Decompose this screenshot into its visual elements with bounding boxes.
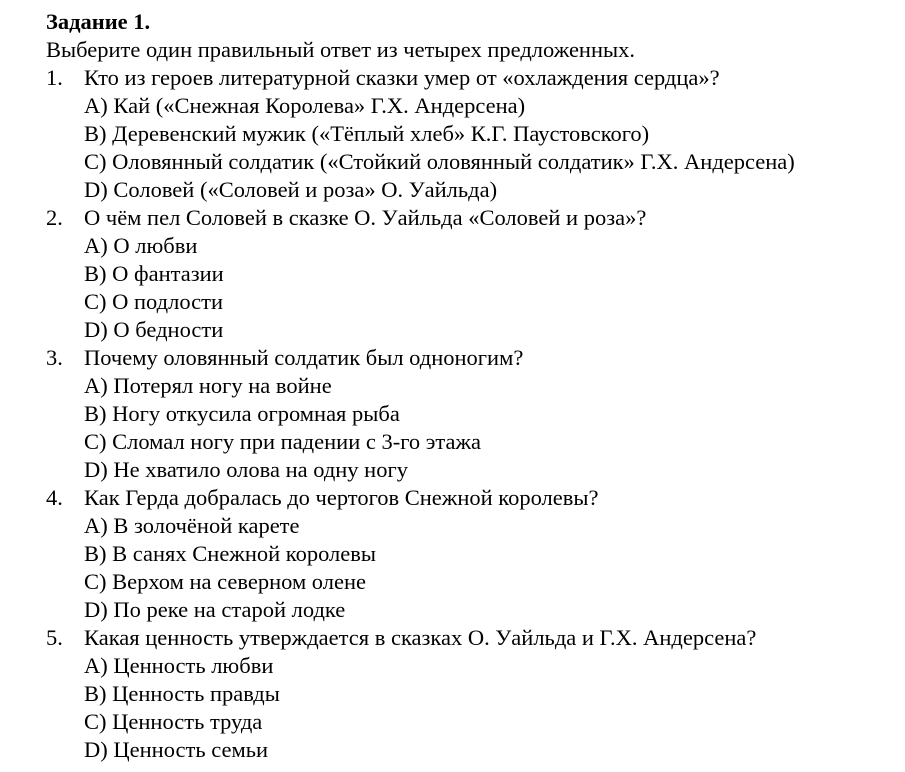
answer-option-d — [46, 596, 898, 624]
answer-option-d — [46, 176, 898, 204]
option-text: По реке на старой лодке — [113, 597, 346, 622]
answer-option-d — [46, 736, 898, 764]
option-letter: A) — [84, 513, 108, 538]
question-text: О чём пел Соловей в сказке О. Уайльда «Соловей и роза»? — [84, 205, 647, 230]
answer-option-a — [46, 652, 898, 680]
option-letter: D) — [84, 597, 108, 622]
question-number: 5. — [46, 625, 63, 650]
answer-option-a — [46, 372, 898, 400]
answer-option-c — [46, 148, 898, 176]
answer-option-c — [46, 708, 898, 736]
option-text: О любви — [113, 233, 198, 258]
answer-option-d — [46, 316, 898, 344]
question-3 — [46, 344, 898, 484]
option-text: Кай («Снежная Королева» Г.Х. Андерсена) — [113, 93, 526, 118]
option-letter: C) — [84, 289, 107, 314]
answer-option-b — [46, 260, 898, 288]
option-text: Деревенский мужик («Тёплый хлеб» К.Г. Паустовского) — [112, 121, 650, 146]
option-letter: C) — [84, 709, 107, 734]
option-letter: D) — [84, 177, 108, 202]
option-text: Сломал ногу при падении с 3-го этажа — [112, 429, 482, 454]
option-letter: B) — [84, 681, 107, 706]
question-number: 4. — [46, 485, 63, 510]
option-letter: B) — [84, 401, 107, 426]
option-letter: C) — [84, 569, 107, 594]
question-line — [46, 624, 898, 652]
question-line — [46, 484, 898, 512]
answer-option-b — [46, 400, 898, 428]
option-text: Не хватило олова на одну ногу — [113, 457, 408, 482]
question-line — [46, 344, 898, 372]
option-letter: C) — [84, 429, 107, 454]
answer-option-c — [46, 428, 898, 456]
answer-option-b — [46, 120, 898, 148]
option-letter: B) — [84, 541, 107, 566]
task-title: Задание 1. — [46, 9, 151, 34]
question-text: Какая ценность утверждается в сказках О. Уайльда и Г.Х. Андерсена? — [84, 625, 757, 650]
option-text: Ценность семьи — [113, 737, 268, 762]
document-page — [46, 8, 898, 764]
question-text: Как Герда добралась до чертогов Снежной королевы? — [84, 485, 599, 510]
question-text: Кто из героев литературной сказки умер от «охлаждения сердца»? — [84, 65, 720, 90]
question-number: 3. — [46, 345, 63, 370]
question-2 — [46, 204, 898, 344]
answer-option-a — [46, 232, 898, 260]
option-text: Соловей («Соловей и роза» О. Уайльда) — [113, 177, 498, 202]
option-letter: A) — [84, 653, 108, 678]
option-letter: A) — [84, 93, 108, 118]
task-instruction: Выберите один правильный ответ из четырех предложенных. — [46, 37, 636, 62]
question-number: 2. — [46, 205, 63, 230]
answer-option-b — [46, 540, 898, 568]
option-text: О фантазии — [112, 261, 224, 286]
question-4 — [46, 484, 898, 624]
answer-option-b — [46, 680, 898, 708]
option-text: Ценность любви — [113, 653, 274, 678]
question-text: Почему оловянный солдатик был одноногим? — [84, 345, 524, 370]
option-letter: D) — [84, 317, 108, 342]
option-letter: A) — [84, 233, 108, 258]
option-letter: C) — [84, 149, 107, 174]
option-letter: B) — [84, 261, 107, 286]
option-text: Ценность правды — [112, 681, 280, 706]
option-text: Верхом на северном олене — [112, 569, 366, 594]
option-letter: D) — [84, 457, 108, 482]
option-text: В золочёной карете — [113, 513, 300, 538]
option-letter: D) — [84, 737, 108, 762]
answer-option-c — [46, 288, 898, 316]
question-line — [46, 64, 898, 92]
option-text: О подлости — [112, 289, 223, 314]
question-line — [46, 204, 898, 232]
option-text: В санях Снежной королевы — [112, 541, 377, 566]
option-text: Потерял ногу на войне — [113, 373, 332, 398]
option-letter: A) — [84, 373, 108, 398]
option-text: Ценность труда — [112, 709, 263, 734]
option-text: Оловянный солдатик («Стойкий оловянный солдатик» Г.Х. Андерсена) — [112, 149, 795, 174]
option-text: О бедности — [113, 317, 224, 342]
option-text: Ногу откусила огромная рыба — [112, 401, 400, 426]
question-5 — [46, 624, 898, 764]
answer-option-a — [46, 92, 898, 120]
question-number: 1. — [46, 65, 63, 90]
answer-option-c — [46, 568, 898, 596]
answer-option-d — [46, 456, 898, 484]
option-letter: B) — [84, 121, 107, 146]
question-1 — [46, 64, 898, 204]
answer-option-a — [46, 512, 898, 540]
